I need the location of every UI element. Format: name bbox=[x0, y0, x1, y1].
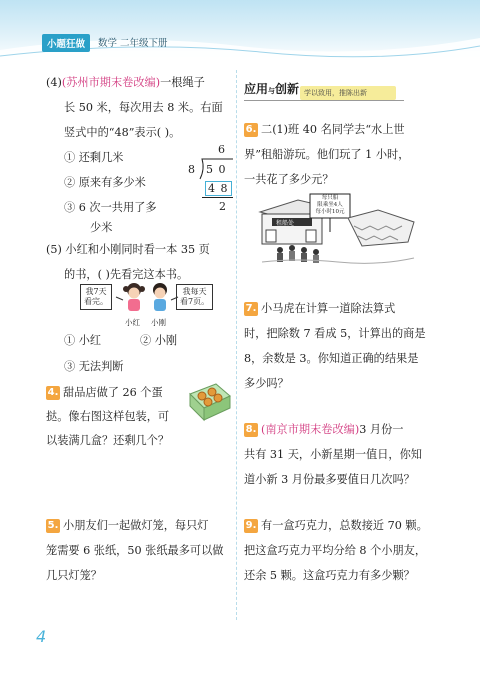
q5-option-2: ② 小刚 bbox=[140, 334, 178, 347]
p4-line2: 挞。像右图这样包装，可 bbox=[46, 410, 170, 423]
page-number: 4 bbox=[36, 627, 47, 646]
column-divider bbox=[236, 70, 237, 620]
q4-option-3-cont: 少米 bbox=[90, 221, 113, 234]
q4-option-3: ③ 6 次一共用了多 bbox=[64, 201, 157, 214]
p8-source: (南京市期末卷改编) bbox=[261, 423, 360, 436]
kid-label-right: 小刚 bbox=[151, 318, 166, 327]
p6-line3: 一共花了多少元？ bbox=[244, 173, 334, 186]
section-slogan: 学以致用，推陈出新 bbox=[304, 89, 367, 97]
q4-label: (4) bbox=[46, 76, 62, 89]
division-quotient: 6 bbox=[218, 143, 225, 156]
section-title: 应用与创新 bbox=[244, 82, 300, 96]
q4-line1-tail: 一根绳子 bbox=[160, 76, 205, 89]
division-product-box: 4 8 bbox=[205, 181, 232, 196]
q5-option-3: ③ 无法判断 bbox=[64, 360, 124, 373]
p6-number: 6. bbox=[245, 124, 257, 135]
p4-number: 4. bbox=[47, 387, 59, 398]
section-underline bbox=[244, 100, 404, 101]
division-divisor: 8 bbox=[188, 163, 195, 176]
p7-line1: 7. 小马虎在计算一道除法算式 bbox=[245, 302, 396, 315]
q4-option-1: ① 还剩几米 bbox=[64, 151, 124, 164]
division-line bbox=[202, 197, 233, 198]
p8-line1: 8. (南京市期末卷改编)3 月份一 bbox=[245, 423, 404, 436]
p5-line2: 笼需要 6 张纸，50 张纸最多可以做 bbox=[46, 544, 224, 557]
p9-number: 9. bbox=[245, 520, 257, 531]
p9-line1: 9. 有一盒巧克力，总数接近 70 颗。 bbox=[245, 519, 428, 532]
p9-line2: 把这盒巧克力平均分给 8 个小朋友， bbox=[244, 544, 427, 557]
kids-illustration bbox=[114, 280, 180, 318]
p5-number: 5. bbox=[47, 520, 59, 531]
p4-line1: 4. 甜品店做了 26 个蛋 bbox=[47, 386, 163, 399]
p5-line1: 5. 小朋友们一起做灯笼，每只灯 bbox=[47, 519, 209, 532]
rental-booth-label: 租船处 bbox=[276, 220, 295, 227]
p8-line3: 道小新 3 月份最多要值日几次吗？ bbox=[244, 473, 415, 486]
p8-line2: 共有 31 天，小新星期一值日，你知 bbox=[244, 448, 422, 461]
bubble-right: 我每天 看7页。 bbox=[176, 284, 213, 310]
division-remainder: 2 bbox=[219, 200, 226, 213]
p7-line3: 8，余数是 3。你知道正确的结果是 bbox=[244, 352, 419, 365]
p6-line1: 6. 二(1)班 40 名同学去“水上世 bbox=[245, 123, 405, 136]
p9-line3: 还余 5 颗。这盒巧克力有多少颗？ bbox=[244, 569, 415, 582]
q4-line2: 长 50 米，每次用去 8 米。右面 bbox=[64, 101, 223, 114]
division-dividend: 5 0 bbox=[206, 163, 227, 176]
p5-line3: 几只灯笼？ bbox=[46, 569, 102, 582]
p4-line3: 以装满几盒？还剩几个？ bbox=[46, 434, 170, 447]
p7-line2: 时，把除数 7 看成 5，计算出的商是 bbox=[244, 327, 426, 340]
q4-line3: 竖式中的“48”表示( )。 bbox=[64, 126, 181, 139]
p7-number: 7. bbox=[245, 303, 257, 314]
p7-line4: 多少吗？ bbox=[244, 377, 289, 390]
rental-sign: 每只船 限乘坐4人 每小时10元 bbox=[315, 195, 345, 215]
q4-source: (苏州市期末卷改编) bbox=[61, 76, 161, 89]
tart-box-image bbox=[186, 380, 232, 422]
q5-option-1: ① 小红 bbox=[64, 334, 102, 347]
bubble-left: 我7天 看完。 bbox=[80, 284, 112, 310]
subject-label: 数学 二年级下册 bbox=[98, 38, 168, 49]
kid-label-left: 小红 bbox=[125, 318, 140, 327]
q4-option-2: ② 原来有多少米 bbox=[64, 176, 146, 189]
long-division bbox=[184, 143, 234, 223]
q5-line1: (5) 小红和小刚同时看一本 35 页 bbox=[46, 243, 210, 256]
q4-line1 bbox=[46, 70, 205, 95]
q5-line2: 的书，( )先看完这本书。 bbox=[64, 268, 189, 281]
p6-line2: 界”租船游玩。他们玩了 1 小时， bbox=[244, 148, 410, 161]
p8-number: 8. bbox=[245, 424, 257, 435]
series-badge: 小题狂做 bbox=[42, 34, 90, 52]
